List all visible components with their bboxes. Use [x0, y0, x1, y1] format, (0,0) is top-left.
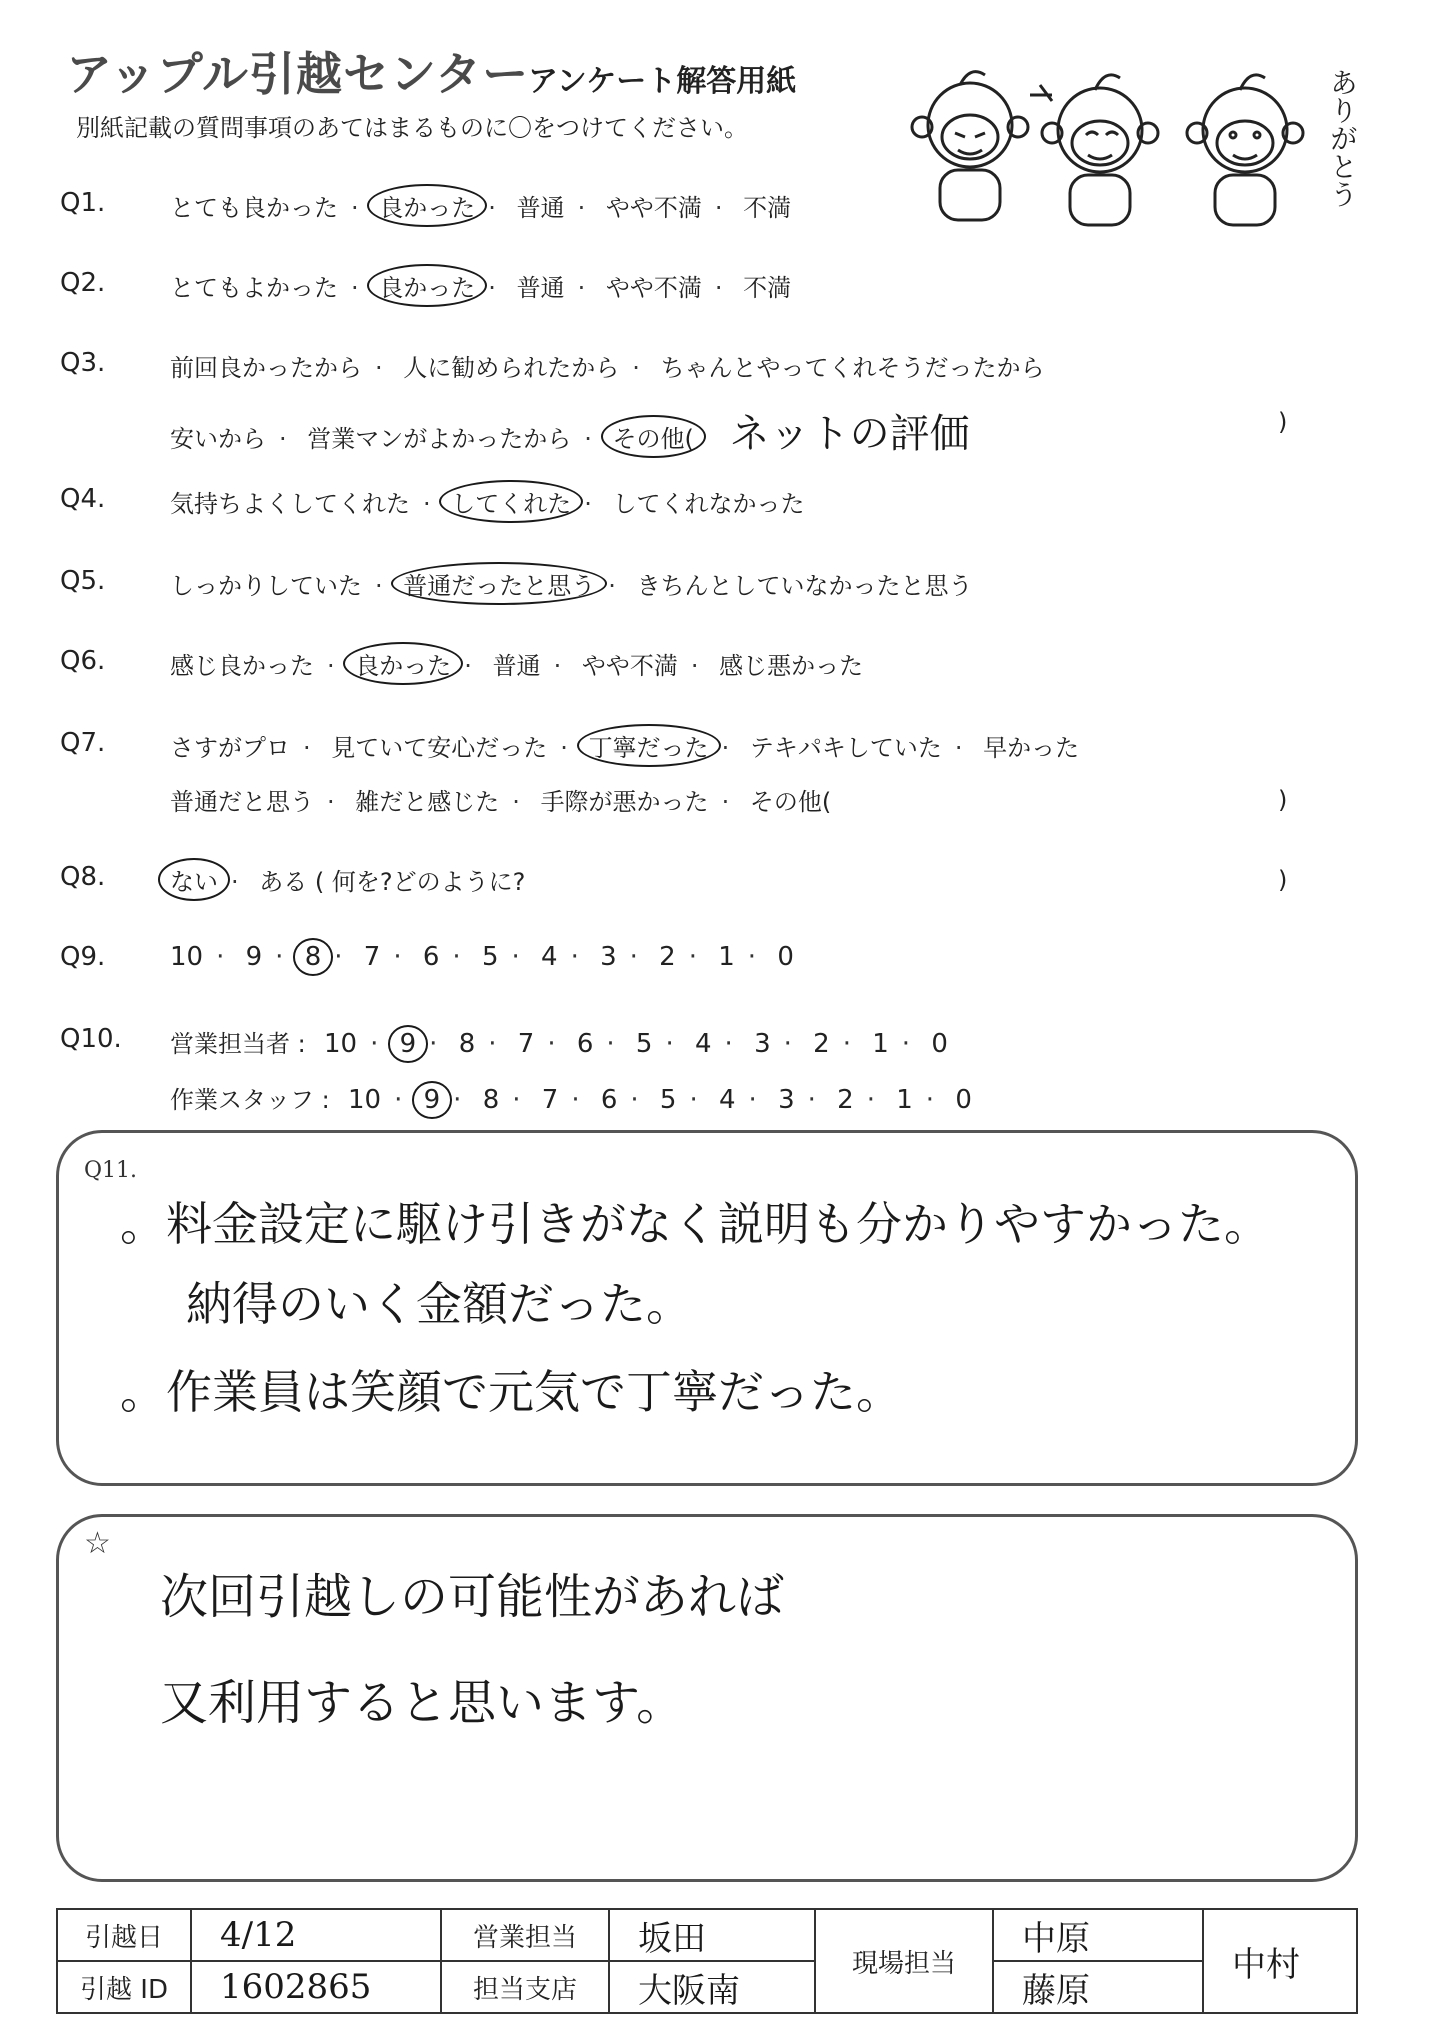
- option-selected[interactable]: してくれた: [439, 480, 583, 523]
- option[interactable]: 見ていて安心だった: [331, 734, 548, 762]
- score-option[interactable]: 3: [778, 1085, 795, 1115]
- q3-close-paren: ): [1278, 408, 1288, 436]
- score-option[interactable]: 2: [837, 1085, 854, 1115]
- option[interactable]: 普通: [492, 652, 541, 680]
- option[interactable]: 感じ良かった: [170, 652, 314, 680]
- brand-title: アップル引越センター: [66, 47, 530, 101]
- score-option[interactable]: 2: [813, 1029, 830, 1059]
- monkey-icon: [1187, 75, 1303, 225]
- option-selected[interactable]: その他(: [601, 415, 706, 458]
- site-rep-3-value: 中村: [1203, 1909, 1357, 2013]
- move-date-value: 4/12: [191, 1909, 441, 1961]
- q10-staff-scale: 作業スタッフ : 10 · 9 · 8 · 7 · 6 · 5 · 4 · 3 · 2 · 1 · 0: [170, 1080, 972, 1115]
- q8-options: ない · ある ( 何を?どのように?: [170, 862, 525, 897]
- option-selected[interactable]: 良かった: [343, 642, 463, 685]
- score-option[interactable]: 7: [517, 1029, 535, 1059]
- option-selected[interactable]: 良かった: [367, 184, 487, 227]
- q11-comment-line-3: 。作業員は笑顔で元気で丁寧だった。: [120, 1365, 902, 1419]
- q2-options: とてもよかった · 良かった · 普通 · やや不満 · 不満: [170, 268, 791, 303]
- q7-options-line2: 普通だと思う · 雑だと感じた · 手際が悪かった · その他(: [170, 788, 832, 816]
- option[interactable]: やや不満: [605, 274, 702, 302]
- star-icon: ☆: [84, 1526, 111, 1561]
- option[interactable]: してくれなかった: [612, 490, 805, 518]
- q5-number: Q5.: [60, 566, 106, 596]
- q10-number: Q10.: [60, 1024, 122, 1054]
- option[interactable]: 安いから: [170, 425, 266, 453]
- q10-staff-label: 作業スタッフ :: [170, 1086, 330, 1114]
- option-selected[interactable]: ない: [158, 858, 230, 901]
- q6-number: Q6.: [60, 646, 106, 676]
- extra-comment-line-1: 次回引越しの可能性があれば: [160, 1569, 785, 1625]
- q3-options-line2: 安いから · 営業マンがよかったから · その他( ネットの評価: [170, 411, 970, 457]
- option[interactable]: さすがプロ: [170, 734, 290, 762]
- option-selected[interactable]: 丁寧だった: [577, 724, 721, 767]
- branch-label: 担当支店: [441, 1961, 609, 2013]
- option[interactable]: とてもよかった: [170, 274, 338, 302]
- q8-close-paren: ): [1278, 866, 1288, 894]
- option[interactable]: きちんとしていなかったと思う: [636, 572, 973, 600]
- q6-options: 感じ良かった · 良かった · 普通 · やや不満 · 感じ悪かった: [170, 646, 863, 681]
- score-option[interactable]: 5: [635, 1029, 653, 1059]
- score-option[interactable]: 0: [777, 942, 794, 972]
- option[interactable]: 前回良かったから: [170, 354, 362, 382]
- option[interactable]: 雑だと感じた: [355, 788, 500, 816]
- form-subtitle: アンケート解答用紙: [528, 64, 797, 99]
- move-date-label: 引越日: [57, 1909, 191, 1961]
- instruction-text: 別紙記載の質問事項のあてはまるものに〇をつけてください。: [76, 114, 748, 142]
- score-option[interactable]: 2: [659, 942, 676, 972]
- option[interactable]: やや不満: [605, 194, 702, 222]
- q9-scale: 10 · 9 · 8 · 7 · 6 · 5 · 4 · 3 · 2 · 1 · 0: [170, 942, 794, 972]
- move-id-value: 1602865: [191, 1961, 441, 2013]
- score-option[interactable]: 9: [245, 942, 263, 972]
- q2-number: Q2.: [60, 268, 106, 298]
- monkey-icon: [1030, 75, 1158, 225]
- q10-sales-scale: 営業担当者 : 10 · 9 · 8 · 7 · 6 · 5 · 4 · 3 · 2 · 1 · 0: [170, 1024, 948, 1059]
- score-option[interactable]: 5: [481, 942, 499, 972]
- option[interactable]: 普通だと思う: [170, 788, 314, 816]
- score-option[interactable]: 0: [955, 1085, 972, 1115]
- score-option[interactable]: 7: [541, 1085, 559, 1115]
- option[interactable]: やや不満: [581, 652, 678, 680]
- score-option-selected[interactable]: 8: [293, 938, 334, 976]
- option[interactable]: 気持ちよくしてくれた: [170, 490, 410, 518]
- move-id-label: 引越 ID: [57, 1961, 191, 2013]
- footer-info-table: [56, 1908, 1358, 2014]
- score-option[interactable]: 4: [719, 1085, 736, 1115]
- q10-sales-label: 営業担当者 :: [170, 1030, 306, 1058]
- option[interactable]: 不満: [743, 274, 792, 302]
- option[interactable]: とても良かった: [170, 194, 338, 222]
- q1-options: とても良かった · 良かった · 普通 · やや不満 · 不満: [170, 188, 791, 223]
- score-option[interactable]: 6: [576, 1029, 594, 1059]
- q3-number: Q3.: [60, 348, 106, 378]
- site-rep-2-value: 藤原: [993, 1961, 1203, 2013]
- q7-number: Q7.: [60, 728, 106, 758]
- option-selected[interactable]: 普通だったと思う: [391, 562, 607, 605]
- q7-options-line1: さすがプロ · 見ていて安心だった · 丁寧だった · テキパキしていた · 早かった: [170, 728, 1079, 763]
- option[interactable]: 営業マンがよかったから: [307, 425, 572, 453]
- score-option[interactable]: 7: [363, 942, 381, 972]
- q1-number: Q1.: [60, 188, 106, 218]
- q11-label: Q11.: [84, 1158, 138, 1183]
- option[interactable]: 人に勧められたから: [403, 354, 620, 382]
- score-option[interactable]: 10: [170, 942, 204, 972]
- q3-options-line1: 前回良かったから · 人に勧められたから · ちゃんとやってくれそうだったから: [170, 354, 1045, 382]
- option[interactable]: 手際が悪かった: [540, 788, 709, 816]
- branch-value: 大阪南: [609, 1961, 815, 2013]
- q7-close-paren: ): [1278, 786, 1288, 814]
- extra-comment-line-2: 又利用すると思います。: [160, 1675, 685, 1731]
- option[interactable]: ある ( 何を?どのように?: [259, 868, 526, 896]
- option[interactable]: 早かった: [983, 734, 1080, 762]
- score-option[interactable]: 6: [422, 942, 440, 972]
- q11-comment-line-1: 。料金設定に駆け引きがなく説明も分かりやすかった。: [120, 1197, 1270, 1251]
- score-option[interactable]: 10: [347, 1085, 382, 1115]
- score-option[interactable]: 1: [872, 1029, 889, 1059]
- q8-number: Q8.: [60, 862, 106, 892]
- option[interactable]: テキパキしていた: [749, 734, 942, 762]
- option[interactable]: 普通: [516, 194, 565, 222]
- score-option[interactable]: 4: [541, 942, 558, 972]
- option[interactable]: 感じ悪かった: [719, 652, 864, 680]
- score-option[interactable]: 8: [458, 1029, 476, 1059]
- score-option[interactable]: 10: [323, 1029, 358, 1059]
- q9-number: Q9.: [60, 942, 106, 972]
- score-option[interactable]: 0: [931, 1029, 948, 1059]
- option[interactable]: しっかりしていた: [170, 572, 362, 600]
- score-option[interactable]: 1: [896, 1085, 913, 1115]
- q4-number: Q4.: [60, 484, 106, 514]
- score-option[interactable]: 3: [600, 942, 617, 972]
- score-option-selected[interactable]: 9: [388, 1025, 429, 1063]
- q3-other-answer: ネットの評価: [729, 411, 970, 457]
- site-rep-label: 現場担当: [815, 1909, 993, 2013]
- option[interactable]: その他(: [749, 788, 832, 816]
- q4-options: 気持ちよくしてくれた · してくれた · してくれなかった: [170, 484, 805, 519]
- option[interactable]: ちゃんとやってくれそうだったから: [660, 354, 1045, 382]
- q5-options: しっかりしていた · 普通だったと思う · きちんとしていなかったと思う: [170, 566, 973, 601]
- score-option[interactable]: 8: [482, 1085, 500, 1115]
- sales-rep-value: 坂田: [609, 1909, 815, 1961]
- sales-rep-label: 営業担当: [441, 1909, 609, 1961]
- q11-comment-line-2: 納得のいく金額だった。: [186, 1277, 692, 1331]
- monkey-mascot-icons: [900, 55, 1340, 235]
- option[interactable]: 普通: [516, 274, 565, 302]
- score-option[interactable]: 6: [600, 1085, 618, 1115]
- monkey-icon: [912, 72, 1028, 220]
- option-selected[interactable]: 良かった: [367, 264, 487, 307]
- score-option[interactable]: 5: [659, 1085, 677, 1115]
- score-option[interactable]: 1: [718, 942, 735, 972]
- score-option[interactable]: 3: [754, 1029, 771, 1059]
- score-option-selected[interactable]: 9: [412, 1081, 453, 1119]
- option[interactable]: 不満: [743, 194, 792, 222]
- site-rep-1-value: 中原: [993, 1909, 1203, 1961]
- thanks-text: ありがとう: [1326, 68, 1359, 208]
- score-option[interactable]: 4: [695, 1029, 712, 1059]
